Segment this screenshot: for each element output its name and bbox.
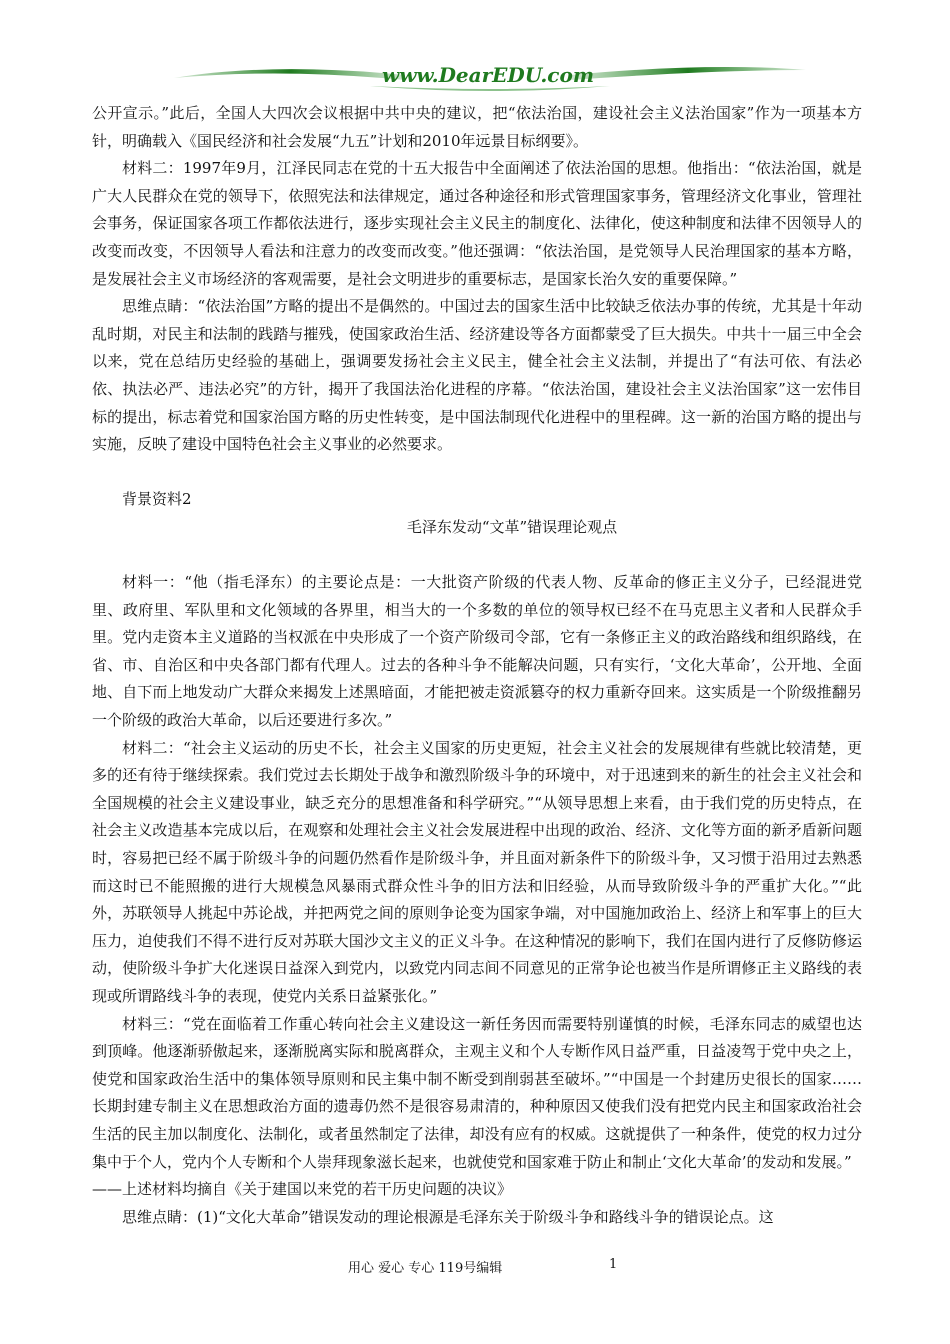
footer-editor-note: 用心 爱心 专心 119号编辑: [348, 1261, 503, 1276]
page-footer: [0, 1257, 950, 1277]
paragraph-material-1: 材料一：“他（指毛泽东）的主要论点是：一大批资产阶级的代表人物、反革命的修正主义分子，已经混进党里、政府里、军队里和文化领域的各界里，相当大的一个多数的单位的领导权已经不在马克思主义者和人民群众手里。党内走资本主义道路的当权派在中央形成了一个资产阶级司令部，它有一条修正主义的政治路线和组织路线，在省、市、自治区和中央各部门都有代理人。过去的各种斗争不能解决问题，只有实行，‘文化大革命’，公开地、全面地、自下而上地发动广大群众来揭发上述黑暗面，才能把被走资派篡夺的权力重新夺回来。这实质是一个阶级推翻另一个阶级的政治大革命，以后还要进行多次。”: [92, 573, 862, 730]
source-note: ——上述材料均摘自《关于建国以来党的若干历史问题的决议》: [92, 1180, 513, 1199]
paragraph-intro-continuation: 公开宣示。”此后，全国人大四次会议根据中共中央的建议，把“依法治国，建设社会主义法治国家”作为一项基本方针，明确载入《国民经济和社会发展“九五”计划和2010年远景目标纲要》。: [92, 104, 862, 150]
page-number: 1: [609, 1257, 618, 1272]
paragraph-material-2-rule-of-law: 材料二：1997年9月，江泽民同志在党的十五大报告中全面阐述了依法治国的思想。他指出：“依法治国，就是广大人民群众在党的领导下，依照宪法和法律规定，通过各种途径和形式管理国家事务，管理经济文化事业，管理社会事务，保证国家各项工作都依法进行，逐步实现社会主义民主的制度化、法律化，使这种制度和法律不因领导人的改变而改变，不因领导人看法和注意力的改变而改变。”他还强调：“依法治国，是党领导人民治理国家的基本方略，是发展社会主义市场经济的客观需要，是社会文明进步的重要标志，是国家长治久安的重要保障。”: [92, 159, 862, 288]
header-swoosh-left: [174, 69, 405, 80]
document-body: [92, 100, 862, 1231]
header-banner: [170, 58, 810, 98]
paragraph-gap: [92, 459, 862, 487]
paragraph-thinking-point-2: 思维点睛：(1)“文化大革命”错误发动的理论根源是毛泽东关于阶级斗争和路线斗争的错误论点。这: [122, 1207, 774, 1226]
header-url-text: www.DearEDU.com: [381, 63, 595, 87]
paragraph-material-3: 材料三：“党在面临着工作重心转向社会主义建设这一新任务因而需要特别谨慎的时候，毛泽东同志的威望也达到顶峰。他逐渐骄傲起来，逐渐脱离实际和脱离群众，主观主义和个人专断作风日益严重，日益凌驾于党中央之上，使党和国家政治生活中的集体领导原则和民主集中制不断受到削弱甚至破坏。”“中国是一个封建历史很长的国家……长期封建专制主义在思想政治方面的遗毒仍然不是很容易肃清的，种种原因又使我们没有把党内民主和国家政治社会生活的民主加以制度化、法制化，或者虽然制定了法律，却没有应有的权威。这就提供了一种条件，使党的权力过分集中于个人，党内个人专断和个人崇拜现象滋长起来，也就使党和国家难于防止和制止‘文化大革命’的发动和发展。”: [92, 1014, 862, 1171]
header-logo: [170, 58, 810, 98]
paragraph-thinking-point-1: 思维点睛：“依法治国”方略的提出不是偶然的。中国过去的国家生活中比较缺乏依法办事的传统，尤其是十年动乱时期，对民主和法制的践踏与摧残，使国家政治生活、经济建设等各方面都蒙受了巨大损失。中共十一届三中全会以来，党在总结历史经验的基础上，强调要发扬社会主义民主，健全社会主义法制，并提出了“有法可依、有法必依、执法必严、违法必究”的方针，揭开了我国法治化进程的序幕。“依法治国，建设社会主义法治国家”这一宏伟目标的提出，标志着党和国家治国方略的历史性转变，是中国法制现代化进程中的里程碑。这一新的治国方略的提出与实施，反映了建设中国特色社会主义事业的必然要求。: [92, 297, 862, 454]
section-label-background-2: 背景资料2: [122, 490, 192, 509]
section-title-cultural-revolution: 毛泽东发动“文革”错误理论观点: [406, 517, 618, 536]
paragraph-material-2-history: 材料二：“社会主义运动的历史不长，社会主义国家的历史更短，社会主义社会的发展规律有些就比较清楚，更多的还有待于继续探索。我们党过去长期处于战争和激烈阶级斗争的环境中，对于迅速到来的新生的社会主义社会和全国规模的社会主义建设事业，缺乏充分的思想准备和科学研究。”“从领导思想上来看，由于我们党的历史特点，在社会主义改造基本完成以后，在观察和处理社会主义社会发展进程中出现的政治、经济、文化等方面的新矛盾新问题时，容易把已经不属于阶级斗争的问题仍然看作是阶级斗争，并且面对新条件下的阶级斗争，又习惯于沿用过去熟悉而这时已不能照搬的进行大规模急风暴雨式群众性斗争的旧方法和旧经验，从而导致阶级斗争的严重扩大化。”“此外，苏联领导人挑起中苏论战，并把两党之间的原则争论变为国家争端，对中国施加政治上、经济上和军事上的巨大压力，迫使我们不得不进行反对苏联大国沙文主义的正义斗争。在这种情况的影响下，我们在国内进行了反修防修运动，使阶级斗争扩大化迷误日益深入到党内，以致党内同志间不同意见的正常争论也被当作是所谓修正主义路线的表现或所谓路线斗争的表现，使党内关系日益紧张化。”: [92, 738, 862, 1005]
header-swoosh-right: [570, 67, 806, 80]
paragraph-gap: [92, 542, 862, 570]
